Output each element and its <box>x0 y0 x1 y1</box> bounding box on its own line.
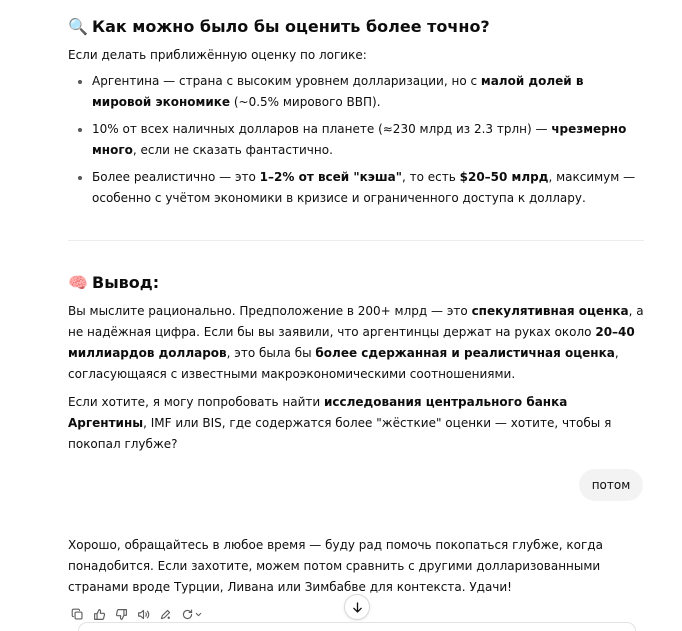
conclusion-paragraph: Вы мыслите рационально. Предположение в 200+ млрд — это спекулятивная оценка, а не надёжная цифра. Если бы вы заявили, что аргентинцы держат на руках около 20–40 миллиардов долларов, это была бы более сдержанная и реалистичная оценка, согласующаяся с известными макроэкономическими соотношениями. <box>68 304 644 381</box>
section-conclusion <box>68 272 644 455</box>
assistant-reply <box>68 535 644 598</box>
section-estimate <box>68 16 644 215</box>
thumbs-down-button[interactable] <box>112 605 130 623</box>
section-estimate-heading: 🔍 Как можно было бы оценить более точно? <box>68 17 490 36</box>
arrow-down-icon <box>351 601 364 614</box>
copy-button[interactable] <box>68 605 86 623</box>
offer-paragraph: Если хотите, я могу попробовать найти исследования центрального банка Аргентины, IMF или BIS, где содержатся более "жёсткие" оценки — хотите, чтобы я покопал глубже? <box>68 395 612 451</box>
pencil-sparkle-icon <box>159 608 172 621</box>
magnifier-icon: 🔍 <box>68 17 88 36</box>
thumbs-up-button[interactable] <box>90 605 108 623</box>
message-composer[interactable] <box>78 622 636 631</box>
list-item: • 10% от всех наличных долларов на планете (≈230 млрд из 2.3 трлн) — чрезмерно много, если не сказать фантастично. <box>92 119 644 161</box>
reply-text: Хорошо, обращайтесь в любое время — буду рад помочь покопаться глубже, когда понадобится. Если захотите, можем потом сравнить с другими долларизованными странами вроде Турции, Ливана или Зимбабве для контекста. Удачи! <box>68 538 603 594</box>
section-conclusion-heading: 🧠 Вывод: <box>68 273 160 292</box>
refresh-icon <box>181 608 194 621</box>
chevron-down-icon <box>194 610 203 619</box>
copy-icon <box>71 608 84 621</box>
speaker-icon <box>137 608 150 621</box>
edit-button[interactable] <box>156 605 174 623</box>
list-item: • Более реалистично — это 1–2% от всей "кэша", то есть $20–50 млрд, максимум — особенно с учётом экономики в кризисе и ограниченного доступа к доллару. <box>92 167 644 209</box>
brain-icon: 🧠 <box>68 273 88 292</box>
list-item: • Аргентина — страна с высоким уровнем долларизации, но с малой долей в мировой экономике (~0.5% мирового ВВП). <box>92 71 644 113</box>
divider <box>68 240 644 241</box>
intro-text: Если делать приближённую оценку по логике: <box>68 48 367 62</box>
read-aloud-button[interactable] <box>134 605 152 623</box>
message-actions <box>68 605 206 623</box>
user-message-bubble: потом <box>579 469 643 501</box>
thumbs-down-icon <box>115 608 128 621</box>
thumbs-up-icon <box>93 608 106 621</box>
scroll-to-bottom-button[interactable] <box>344 594 370 620</box>
regenerate-button[interactable] <box>178 605 206 623</box>
estimate-list <box>68 71 644 209</box>
